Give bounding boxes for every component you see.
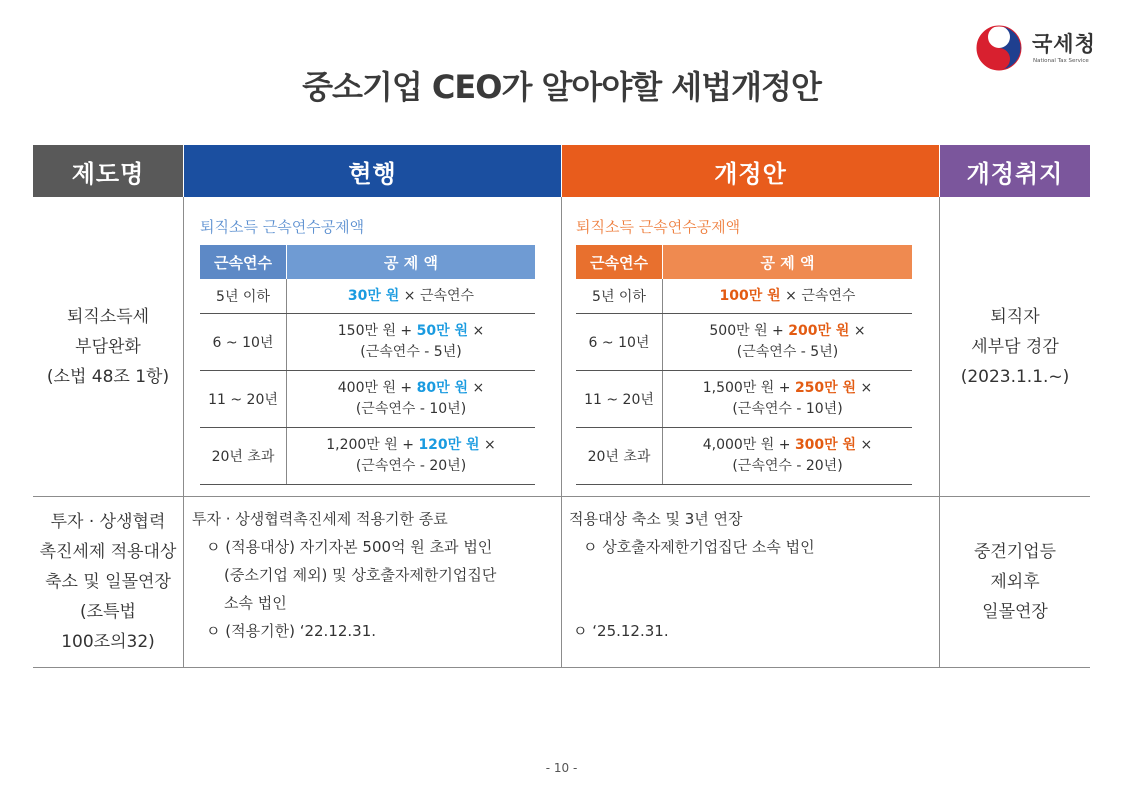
amount-highlight: 80만 원 <box>416 379 469 396</box>
current-years-cell: 11 ~ 20년 <box>208 391 278 408</box>
row2-purpose-line: 제외후 <box>990 572 1040 592</box>
row2-purpose-cell <box>940 497 1090 667</box>
current-amount-cell <box>287 427 535 484</box>
amount-prefix: 1,500만 원 + <box>702 379 795 396</box>
row2-proposed-bullet: ㅇ 상호출자제한기업집단 소속 법인 <box>583 538 815 556</box>
current-amount-cell <box>287 313 535 370</box>
amount-suffix: × <box>479 436 496 453</box>
page-number: - 10 - <box>545 761 578 775</box>
amount-suffix: × <box>856 436 873 453</box>
row1-purpose-line: 세부담 경감 <box>971 336 1059 357</box>
amount-prefix: 400만 원 + <box>337 379 417 396</box>
row2-name-line: 투자 · 상생협력 <box>50 512 166 532</box>
proposed-col-amount: 공 제 액 <box>663 245 912 279</box>
row2-name-line: 100조의32) <box>61 632 155 652</box>
current-years-cell: 20년 초과 <box>211 448 275 465</box>
current-years-cell: 5년 이하 <box>216 289 270 305</box>
amount-line2: (근속연수 - 20년) <box>355 457 467 474</box>
amount-highlight: 120만 원 <box>418 436 480 453</box>
amount-line2: (근속연수 - 10년) <box>732 400 843 417</box>
header-purpose: 개정취지 <box>940 145 1090 197</box>
row2-purpose-line: 일몰연장 <box>982 602 1048 622</box>
logo-text: 국세청 <box>1032 32 1096 56</box>
amount-suffix: × <box>856 379 873 396</box>
amount-line2: (근속연수 - 5년) <box>736 343 839 360</box>
row2-name-cell <box>33 497 183 667</box>
proposed-amount-cell <box>663 427 912 484</box>
row1-purpose-line: 퇴직자 <box>990 306 1040 327</box>
header-name: 제도명 <box>33 145 183 197</box>
row1-name-line: (소법 48조 1항) <box>46 366 170 387</box>
row1-name-line: 퇴직소득세 <box>66 306 150 327</box>
amount-prefix: 150만 원 + <box>337 322 417 339</box>
current-amount-cell <box>287 279 535 313</box>
logo-subtext: National Tax Service <box>1033 58 1089 64</box>
proposed-col-years: 근속연수 <box>576 245 662 279</box>
amount-highlight: 50만 원 <box>416 322 469 339</box>
amount-suffix: × <box>468 379 485 396</box>
amount-highlight: 250만 원 <box>794 379 857 396</box>
proposed-years-cell: 11 ~ 20년 <box>584 391 654 408</box>
row2-proposed-bullet: ㅇ ‘25.12.31. <box>573 622 669 640</box>
proposed-amount-cell <box>663 313 912 370</box>
row1-purpose-cell <box>940 197 1090 496</box>
amount-highlight: 30만 원 <box>347 287 400 304</box>
amount-suffix: × 근속연수 <box>399 287 475 304</box>
row-divider <box>33 667 1090 668</box>
inner-row-line <box>576 484 912 485</box>
row2-current-bullet: ㅇ (적용기한) ‘22.12.31. <box>206 622 377 640</box>
inner-row-line <box>200 484 535 485</box>
proposed-subtitle: 퇴직소득 근속연수공제액 <box>576 218 741 236</box>
amount-line2: (근속연수 - 5년) <box>360 343 462 360</box>
amount-suffix: × <box>849 322 866 339</box>
amount-suffix: × <box>468 322 485 339</box>
row-divider <box>33 496 1090 497</box>
row2-name-line: 촉진세제 적용대상 <box>39 542 177 562</box>
row1-name-cell <box>33 197 183 496</box>
amount-highlight: 200만 원 <box>788 322 850 339</box>
row2-current-cont: 소속 법인 <box>224 594 287 612</box>
proposed-years-cell: 5년 이하 <box>592 289 646 305</box>
amount-suffix: × 근속연수 <box>780 287 856 304</box>
current-col-amount: 공 제 액 <box>287 245 535 279</box>
header-proposed: 개정안 <box>562 145 939 197</box>
proposed-years-cell: 20년 초과 <box>587 448 651 465</box>
row1-name-line: 부담완화 <box>75 336 141 357</box>
row1-purpose-line: (2023.1.1.~) <box>960 366 1070 387</box>
proposed-years-cell: 6 ~ 10년 <box>588 334 650 351</box>
header-current: 현행 <box>184 145 561 197</box>
current-amount-cell <box>287 370 535 427</box>
row2-name-line: (조특법 <box>80 602 136 622</box>
amount-line2: (근속연수 - 10년) <box>355 400 467 417</box>
row2-current-cont: (중소기업 제외) 및 상호출자제한기업집단 <box>224 566 497 584</box>
current-subtitle: 퇴직소득 근속연수공제액 <box>200 218 365 236</box>
amount-highlight: 100만 원 <box>719 287 781 304</box>
amount-prefix: 500만 원 + <box>709 322 789 339</box>
current-years-cell: 6 ~ 10년 <box>212 334 274 351</box>
col-divider <box>561 197 562 667</box>
current-col-years: 근속연수 <box>200 245 286 279</box>
row2-purpose-line: 중견기업등 <box>973 542 1057 562</box>
amount-prefix: 4,000만 원 + <box>702 436 795 453</box>
amount-line2: (근속연수 - 20년) <box>732 457 843 474</box>
row2-proposed-heading: 적용대상 축소 및 3년 연장 <box>569 510 743 528</box>
proposed-amount-cell <box>663 370 912 427</box>
row2-current-heading: 투자 · 상생협력촉진세제 적용기한 종료 <box>192 510 448 528</box>
row2-name-line: 축소 및 일몰연장 <box>45 572 171 592</box>
col-divider <box>183 197 184 667</box>
page-title: 중소기업 CEO가 알아야할 세법개정안 <box>302 68 821 106</box>
row2-current-bullet: ㅇ (적용대상) 자기자본 500억 원 초과 법인 <box>206 538 493 556</box>
amount-highlight: 300만 원 <box>794 436 857 453</box>
amount-prefix: 1,200만 원 + <box>326 436 419 453</box>
proposed-amount-cell <box>663 279 912 313</box>
